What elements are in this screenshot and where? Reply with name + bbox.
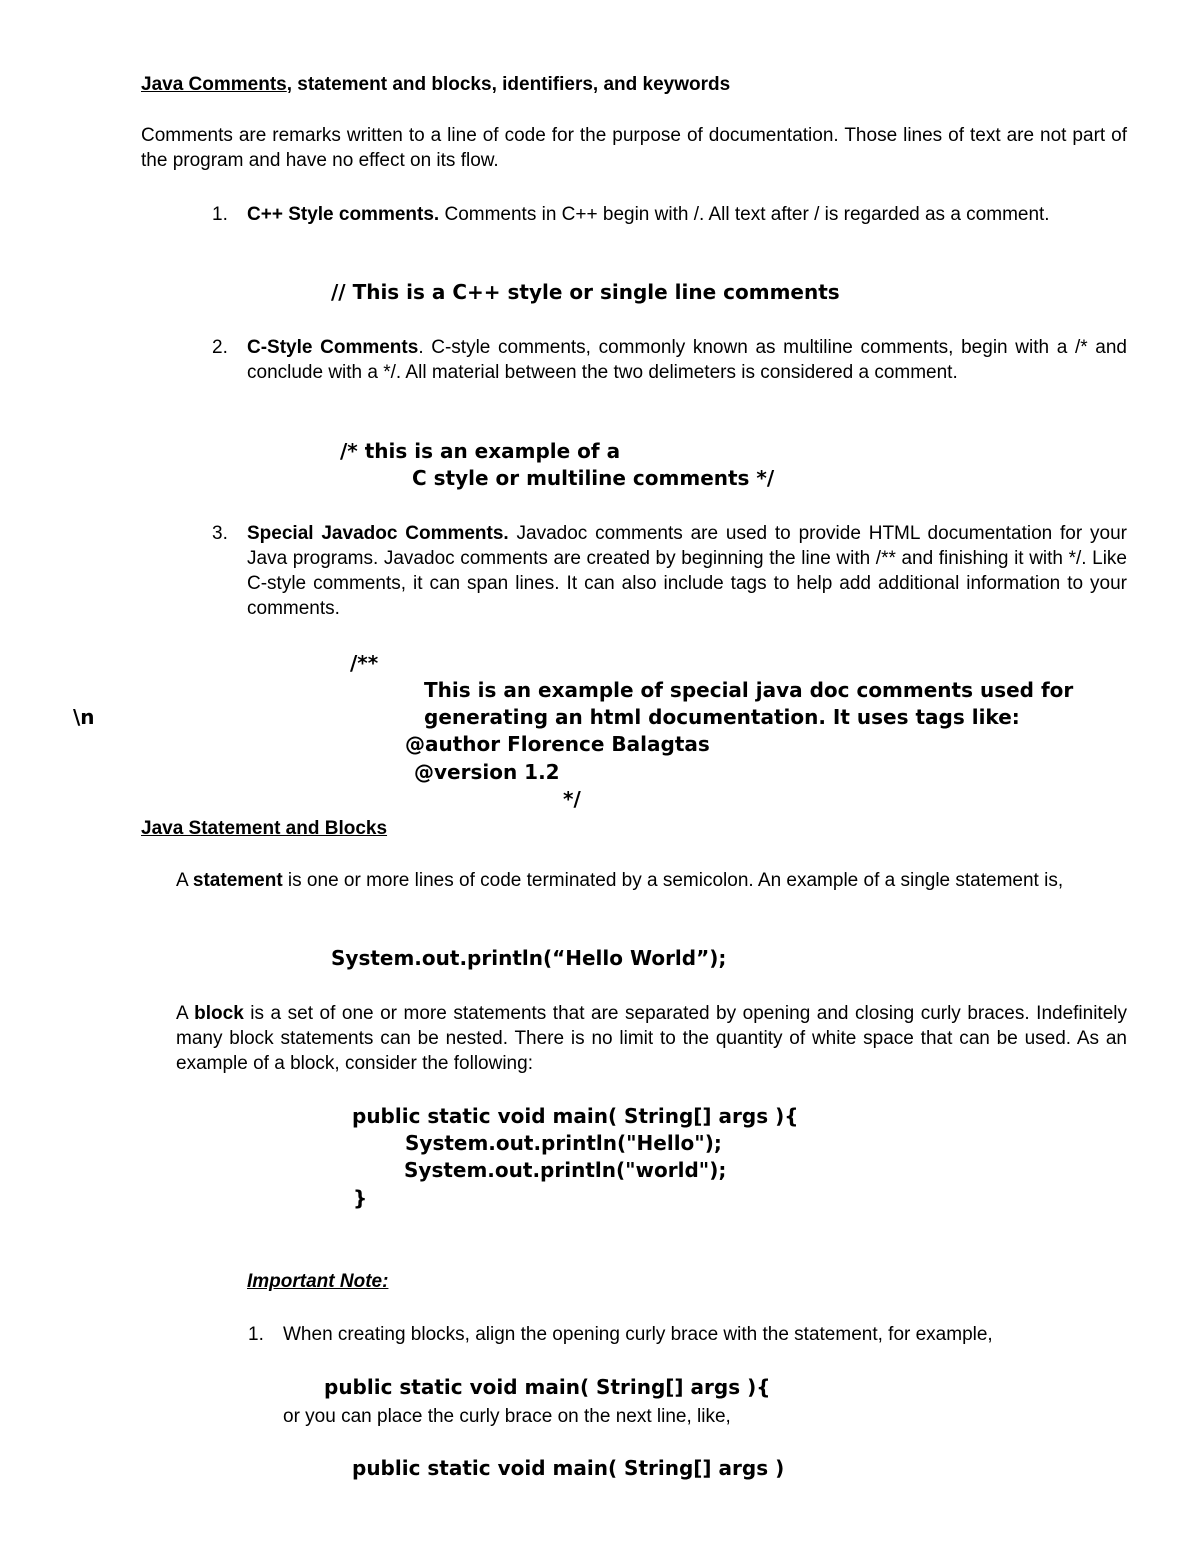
code-block-line2: System.out.println("Hello"); [405,1131,722,1155]
title-underlined: Java Comments [141,74,287,95]
list-item-bold: Special Javadoc Comments. [247,523,509,544]
statement-bold: statement [192,870,283,891]
code-c-comment-line1: /* this is an example of a [340,439,621,463]
code-c-comment-line2: C style or multiline comments */ [412,466,775,490]
list-item-text: Comments in C++ begin with /. All text after / is regarded as a comment. [439,204,1050,225]
code-block-line1: public static void main( String[] args ){ [352,1104,799,1128]
code-javadoc-open: /** [350,651,379,675]
list-item-javadoc-comments [247,521,1127,621]
code-javadoc-line3: @author Florence Balagtas [405,732,710,756]
code-note-example1: public static void main( String[] args ){ [324,1375,771,1399]
code-block-line4: } [353,1186,368,1210]
list-item-bold: C++ Style comments. [247,204,440,225]
code-javadoc-marker: \n [73,705,95,729]
note-number-1: 1. [248,1324,264,1345]
list-item-c-comments [247,335,1127,385]
note-item-text: When creating blocks, align the opening curly brace with the statement, for example, [283,1324,993,1345]
list-number-3: 3. [212,523,228,544]
code-note-example2: public static void main( String[] args ) [352,1456,785,1480]
code-javadoc-close: */ [563,787,581,811]
block-bold: block [194,1003,244,1024]
block-text: is a set of one or more statements that are separated by opening and closing curly braces. Indefinitely many block statements can be nested. There is no limit to the quantity of white space that can be used. As an example of a block, consider the following: [176,1003,1127,1074]
intro-paragraph: Comments are remarks written to a line of code for the purpose of documentation. Those lines of text are not part of the program and have no effect on its flow. [141,125,1127,171]
list-number-1: 1. [212,204,228,225]
block-pre: A [176,1003,195,1024]
list-number-2: 2. [212,337,228,358]
list-item-bold: C-Style Comments [247,337,419,358]
list-item-text: . C-style comments, commonly known as multiline comments, begin with a /* and conclude with a */. All material between the two delimeters is considered a comment. [247,337,1127,383]
important-note-title: Important Note: [247,1271,389,1292]
statement-pre: A [176,870,193,891]
code-javadoc-line2: generating an html documentation. It uses tags like: [424,705,1020,729]
code-block-line3: System.out.println("world"); [404,1158,727,1182]
note-text-next-line: or you can place the curly brace on the next line, like, [283,1406,731,1427]
list-item-cpp-comments [247,202,1127,227]
statement-text: is one or more lines of code terminated by a semicolon. An example of a single statement is, [282,870,1064,891]
block-paragraph [176,1001,1127,1076]
page-title [141,72,730,97]
code-cpp-comment: // This is a C++ style or single line comments [331,280,840,304]
code-javadoc-line1: This is an example of special java doc comments used for [424,678,1074,702]
title-rest: , statement and blocks, identifiers, and keywords [286,74,731,95]
code-statement-example: System.out.println(“Hello World”); [331,946,727,970]
code-javadoc-line4: @version 1.2 [414,760,560,784]
list-item-text: Javadoc comments are used to provide HTML documentation for your Java programs. Javadoc comments are created by beginning the line with /** and finishing it with */. Like C-style comments, it can span lines. It can also include tags to help add additional information to your comments. [247,523,1127,619]
statement-paragraph [176,868,1127,893]
section-title-statements: Java Statement and Blocks [141,818,388,839]
